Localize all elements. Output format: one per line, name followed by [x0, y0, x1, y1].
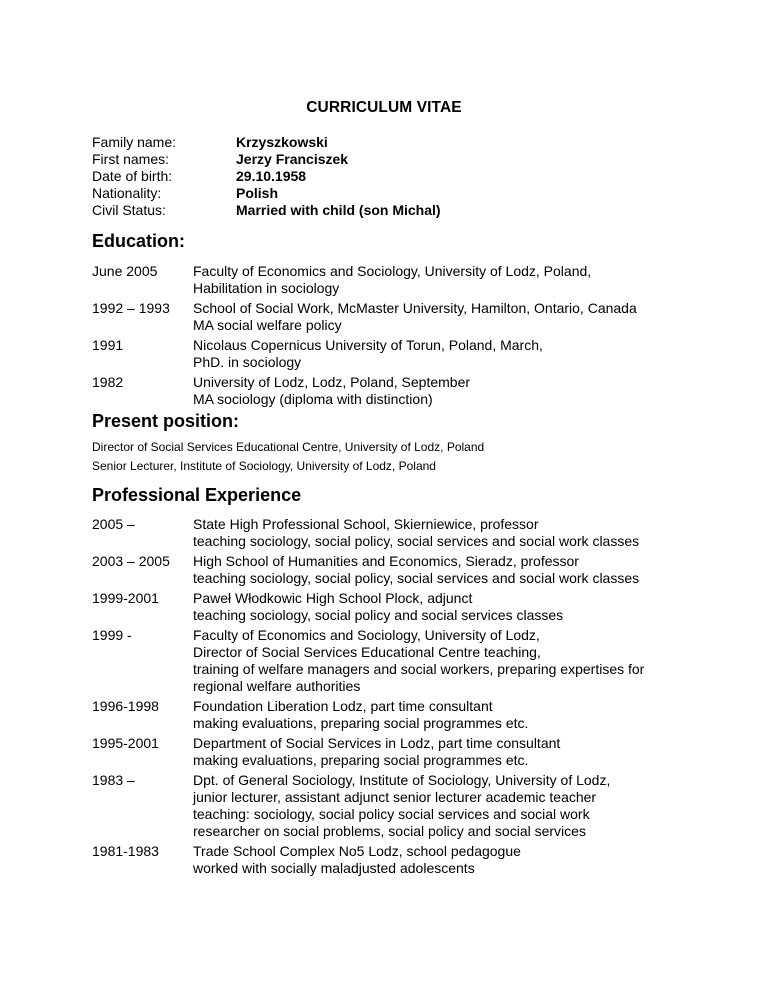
entry-line: Trade School Complex No5 Lodz, school pedagogue	[193, 843, 521, 859]
entry-line: Paweł Włodkowic High School Plock, adjunct	[193, 590, 473, 606]
experience-entry	[92, 698, 732, 732]
personal-row	[92, 134, 441, 151]
entry-line: State High Professional School, Skierniewice, professor	[193, 516, 539, 532]
entry-date: 2003 – 2005	[92, 553, 170, 569]
entry-line: Nicolaus Copernicus University of Torun, Poland, March,	[193, 337, 543, 353]
entry-description	[193, 263, 732, 297]
entry-description	[193, 735, 732, 769]
personal-value: Krzyszkowski	[236, 134, 328, 150]
present-position-heading: Present position:	[92, 411, 240, 431]
education-heading: Education:	[92, 231, 185, 251]
entry-date: 2005 –	[92, 516, 135, 532]
entry-line: researcher on social problems, social policy and social services	[193, 823, 586, 839]
entry-date: 1982	[92, 374, 124, 390]
entry-description	[193, 843, 732, 877]
entry-description	[193, 337, 732, 371]
entry-line: Faculty of Economics and Sociology, University of Lodz,	[193, 627, 540, 643]
entry-date: 1981-1983	[92, 843, 159, 859]
personal-value: 29.10.1958	[236, 168, 307, 184]
education-entry	[92, 374, 732, 408]
position-line: Senior Lecturer, Institute of Sociology, University of Lodz, Poland	[92, 459, 436, 473]
entry-date: 1991	[92, 337, 124, 353]
education-list	[92, 263, 732, 411]
entry-date: 1995-2001	[92, 735, 159, 751]
entry-date: 1996-1998	[92, 698, 159, 714]
entry-description	[193, 374, 732, 408]
entry-line: Foundation Liberation Lodz, part time consultant	[193, 698, 493, 714]
entry-line: worked with socially maladjusted adolescents	[193, 860, 475, 876]
entry-description	[193, 516, 732, 550]
entry-line: School of Social Work, McMaster University, Hamilton, Ontario, Canada	[193, 300, 637, 316]
experience-entry	[92, 590, 732, 624]
entry-date: 1999 -	[92, 627, 132, 643]
position-line: Director of Social Services Educational Centre, University of Lodz, Poland	[92, 440, 485, 454]
entry-line: MA social welfare policy	[193, 317, 342, 333]
entry-description	[193, 300, 732, 334]
entry-line: teaching sociology, social policy and social services classes	[193, 607, 564, 623]
entry-description	[193, 590, 732, 624]
entry-line: teaching: sociology, social policy social services and social work	[193, 806, 590, 822]
personal-row	[92, 202, 441, 219]
entry-line: training of welfare managers and social workers, preparing expertises for	[193, 661, 645, 677]
personal-value: Jerzy Franciszek	[236, 151, 349, 167]
entry-line: teaching sociology, social policy, social services and social work classes	[193, 570, 640, 586]
experience-list	[92, 516, 732, 880]
entry-date: 1999-2001	[92, 590, 159, 606]
entry-description	[193, 553, 732, 587]
experience-entry	[92, 772, 732, 840]
personal-label: Nationality:	[92, 185, 162, 201]
personal-label: Family name:	[92, 134, 177, 150]
entry-line: junior lecturer, assistant adjunct senior lecturer academic teacher	[193, 789, 597, 805]
entry-date: June 2005	[92, 263, 158, 279]
personal-details	[92, 134, 441, 219]
personal-label: Date of birth:	[92, 168, 173, 184]
entry-line: PhD. in sociology	[193, 354, 302, 370]
experience-entry	[92, 843, 732, 877]
entry-description	[193, 627, 732, 695]
entry-line: University of Lodz, Lodz, Poland, September	[193, 374, 471, 390]
education-entry	[92, 263, 732, 297]
personal-label: First names:	[92, 151, 170, 167]
personal-value: Polish	[236, 185, 279, 201]
entry-description	[193, 698, 732, 732]
experience-entry	[92, 735, 732, 769]
entry-line: MA sociology (diploma with distinction)	[193, 391, 433, 407]
entry-line: teaching sociology, social policy, social services and social work classes	[193, 533, 640, 549]
personal-value: Married with child (son Michal)	[236, 202, 441, 218]
experience-entry	[92, 516, 732, 550]
entry-line: High School of Humanities and Economics, Sieradz, professor	[193, 553, 579, 569]
personal-row	[92, 168, 441, 185]
document-title: CURRICULUM VITAE	[306, 99, 462, 116]
experience-entry	[92, 627, 732, 695]
experience-entry	[92, 553, 732, 587]
entry-line: Department of Social Services in Lodz, part time consultant	[193, 735, 561, 751]
education-entry	[92, 337, 732, 371]
entry-description	[193, 772, 732, 840]
entry-line: Faculty of Economics and Sociology, University of Lodz, Poland,	[193, 263, 592, 279]
entry-line: regional welfare authorities	[193, 678, 361, 694]
education-entry	[92, 300, 732, 334]
entry-date: 1983 –	[92, 772, 135, 788]
entry-line: Director of Social Services Educational Centre teaching,	[193, 644, 541, 660]
experience-heading: Professional Experience	[92, 485, 302, 505]
entry-line: Dpt. of General Sociology, Institute of Sociology, University of Lodz,	[193, 772, 611, 788]
personal-label: Civil Status:	[92, 202, 166, 218]
personal-row	[92, 185, 441, 202]
personal-row	[92, 151, 441, 168]
present-position-list	[92, 438, 484, 476]
entry-line: Habilitation in sociology	[193, 280, 340, 296]
entry-line: making evaluations, preparing social programmes etc.	[193, 715, 529, 731]
entry-date: 1992 – 1993	[92, 300, 170, 316]
entry-line: making evaluations, preparing social programmes etc.	[193, 752, 529, 768]
